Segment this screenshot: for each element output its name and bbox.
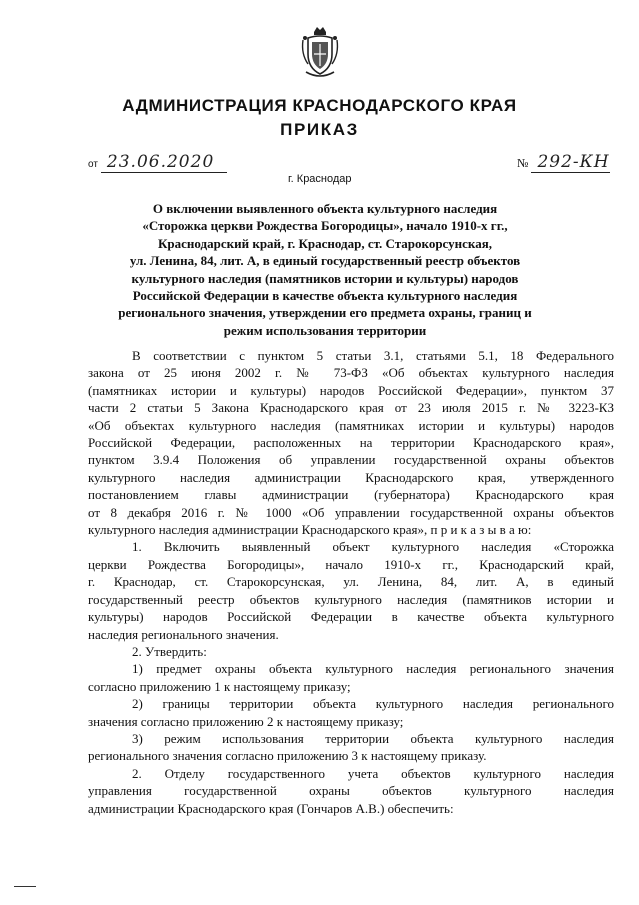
paragraph bbox=[88, 765, 614, 817]
paragraph-line: администрации Краснодарского края (Гончаров А.В.) обеспечить: bbox=[88, 800, 454, 816]
paragraph-line: Российской Федерации, расположенных на территории Краснодарского края», bbox=[88, 435, 614, 451]
paragraph-line: постановлением главы администрации (губернатора) Краснодарского края bbox=[88, 487, 614, 503]
date-value: 23.06.2020 bbox=[101, 152, 227, 173]
paragraph-line: культурного наследия администрации Краснодарского края», п р и к а з ы в а ю: bbox=[88, 522, 532, 538]
paragraph-line: культуры) народов Российской Федерации в качестве объекта культурного bbox=[88, 609, 614, 625]
heading-line: режим использования территории bbox=[223, 322, 427, 338]
paragraph-line: значения согласно приложению 2 к настоящему приказу; bbox=[88, 713, 404, 729]
paragraph-line: В соответствии с пунктом 5 статьи 3.1, статьями 5.1, 18 Федерального bbox=[132, 348, 614, 363]
paragraph-line: 2. Отделу государственного учета объектов культурного наследия bbox=[132, 765, 614, 781]
paragraph-line: 2. Утвердить: bbox=[132, 643, 207, 659]
date-label: от bbox=[88, 159, 98, 170]
margin-mark bbox=[14, 886, 36, 887]
paragraph-line: культурного наследия администрации Краснодарского края, утвержденного bbox=[88, 469, 614, 485]
heading-line: О включении выявленного объекта культурного наследия bbox=[152, 201, 498, 216]
paragraph bbox=[88, 538, 614, 642]
paragraph-line: 2) границы территории объекта культурного наследия регионального bbox=[132, 696, 614, 712]
number-row bbox=[517, 152, 610, 173]
paragraph-line: пунктом 3.9.4 Положения об управлении государственной охраны объектов bbox=[88, 452, 614, 468]
coat-of-arms-emblem-icon bbox=[300, 24, 340, 80]
paragraph bbox=[88, 695, 614, 730]
heading-line: регионального значения, утверждении его предмета охраны, границ и bbox=[118, 305, 532, 321]
paragraph-line: 1) предмет охраны объекта культурного наследия регионального значения bbox=[132, 661, 614, 677]
paragraph-line: наследия регионального значения. bbox=[88, 626, 279, 642]
paragraph-line: церкви Рождества Богородицы», начало 1910-х гг., Краснодарский край, bbox=[88, 556, 614, 572]
paragraph-line: управления государственной охраны объектов культурного наследия bbox=[88, 783, 614, 799]
paragraph-line: г. Краснодар, ст. Старокорсунская, ул. Ленина, 84, лит. А, в единый bbox=[88, 574, 614, 590]
city-label: г. Краснодар bbox=[288, 173, 352, 185]
number-label: № bbox=[517, 156, 529, 170]
heading-line: культурного наследия (памятников истории и культуры) народов bbox=[131, 270, 519, 286]
number-value: 292-КН bbox=[531, 152, 609, 173]
paragraph-line: регионального значения согласно приложению 3 к настоящему приказу. bbox=[88, 748, 487, 764]
paragraph-line: от 8 декабря 2016 г. № 1000 «Об управлении государственной охраны объектов bbox=[88, 504, 614, 520]
document-type-title: ПРИКАЗ bbox=[280, 120, 359, 139]
paragraph-line: (памятниках истории и культуры) народов Российской Федерации», пунктом 37 bbox=[88, 382, 614, 398]
order-heading bbox=[88, 200, 562, 339]
paragraph-line: 3) режим использования территории объекта культурного наследия bbox=[132, 730, 614, 746]
order-body bbox=[88, 347, 614, 817]
date-row bbox=[88, 152, 227, 173]
heading-line: «Сторожка церкви Рождества Богородицы», начало 1910-х гг., bbox=[142, 218, 508, 234]
paragraph bbox=[88, 730, 614, 765]
paragraph bbox=[88, 347, 614, 538]
organization-title: АДМИНИСТРАЦИЯ КРАСНОДАРСКОГО КРАЯ bbox=[122, 96, 517, 115]
paragraph-line: закона от 25 июня 2002 г. № 73-ФЗ «Об объектах культурного наследия bbox=[88, 365, 614, 381]
heading-line: Краснодарский край, г. Краснодар, ст. Старокорсунская, bbox=[158, 235, 492, 251]
heading-line: Российской Федерации в качестве объекта культурного наследия bbox=[132, 288, 518, 304]
paragraph bbox=[88, 643, 614, 660]
paragraph-line: 1. Включить выявленный объект культурного наследия «Сторожка bbox=[132, 539, 614, 555]
paragraph bbox=[88, 660, 614, 695]
paragraph-line: согласно приложению 1 к настоящему приказу; bbox=[88, 678, 351, 694]
paragraph-line: части 2 статьи 5 Закона Краснодарского края от 23 июля 2015 г. № 3223-КЗ bbox=[88, 400, 614, 416]
heading-line: ул. Ленина, 84, лит. А, в единый государственный реестр объектов bbox=[129, 253, 521, 269]
paragraph-line: «Об объектах культурного наследия (памятниках истории и культуры) народов bbox=[88, 417, 614, 433]
paragraph-line: государственный реестр объектов культурного наследия (памятников истории и bbox=[88, 591, 614, 607]
